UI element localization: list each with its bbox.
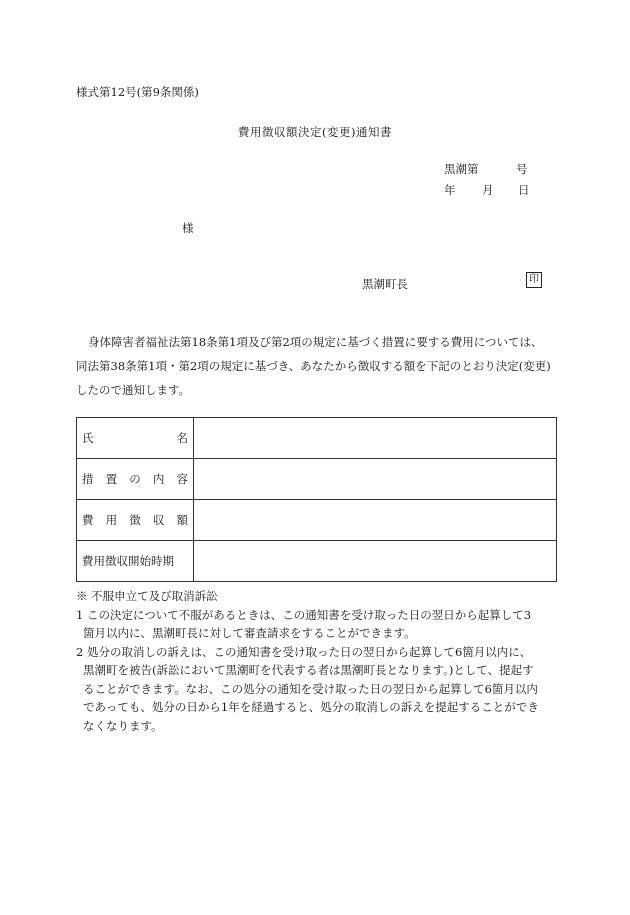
note-line: 黒潮町を被告(訴訟において黒潮町を代表する者は黒潮町長となります。)として、提起す bbox=[83, 663, 534, 677]
row-value-start bbox=[194, 541, 557, 582]
label-char: 置 bbox=[105, 472, 118, 486]
notes-heading: ※ 不服申立て及び取消訴訟 bbox=[76, 589, 218, 603]
label-char: の bbox=[129, 472, 141, 486]
note-line: 2 処分の取消しの訴えは、この通知書を受け取った日の翌日から起算して6箇月以内に、 bbox=[76, 644, 532, 659]
label-char: 収 bbox=[152, 513, 165, 527]
row-value-name bbox=[194, 418, 557, 459]
label-char: 名 bbox=[176, 431, 188, 445]
date-day: 日 bbox=[518, 183, 530, 197]
note-line: 1 この決定について不服があるときは、この通知書を受け取った日の翌日から起算して3 bbox=[76, 607, 532, 622]
table-row bbox=[77, 418, 557, 459]
label-char: 徴 bbox=[129, 513, 141, 527]
body-text bbox=[76, 330, 551, 402]
reference-suffix: 号 bbox=[516, 162, 528, 176]
label-char: 内 bbox=[152, 472, 165, 486]
body-line: 身体障害者福祉法第18条第1項及び第2項の規定に基づく措置に要する費用については、 bbox=[88, 335, 543, 349]
row-label-text bbox=[82, 512, 188, 528]
row-label-name bbox=[77, 418, 194, 459]
label-char: 費用徴収開始時期 bbox=[82, 554, 174, 568]
label-char: 費 bbox=[82, 513, 94, 527]
note-line: なくなります。 bbox=[83, 718, 163, 733]
reference-number bbox=[444, 161, 528, 177]
row-value-measure bbox=[194, 459, 557, 500]
date-month: 月 bbox=[482, 183, 494, 197]
label-char: 用 bbox=[105, 513, 118, 527]
row-label-text bbox=[82, 430, 188, 446]
notes bbox=[76, 587, 539, 735]
issue-date bbox=[444, 182, 530, 198]
row-label-start bbox=[77, 541, 194, 582]
date-year: 年 bbox=[444, 183, 456, 197]
table-row bbox=[77, 541, 557, 582]
label-char: 額 bbox=[176, 513, 188, 527]
table-row bbox=[77, 459, 557, 500]
info-table bbox=[76, 417, 557, 582]
label-char: 措 bbox=[82, 472, 94, 486]
note-line: 箇月以内に、黒潮町長に対して審査請求をすることができます。 bbox=[83, 626, 416, 640]
row-label-amount bbox=[77, 500, 194, 541]
row-label-text bbox=[82, 471, 188, 487]
body-line: 同法第38条第1項・第2項の規定に基づき、あなたから徴収する額を下記のとおり決定(変更) bbox=[76, 359, 551, 373]
row-value-amount bbox=[194, 500, 557, 541]
row-label-measure bbox=[77, 459, 194, 500]
reference-prefix: 黒潮第 bbox=[444, 162, 479, 176]
label-char: 容 bbox=[176, 472, 188, 486]
note-line: であっても、処分の日から1年を経過すると、処分の取消しの訴えを提起することができ bbox=[83, 700, 539, 714]
document-title: 費用徴収額決定(変更)通知書 bbox=[238, 125, 392, 139]
body-line: したので通知します。 bbox=[76, 383, 191, 397]
label-char: 氏 bbox=[82, 431, 94, 445]
form-number: 様式第12号(第9条関係) bbox=[76, 85, 199, 99]
note-line: ることができます。なお、この処分の通知を受け取った日の翌日から起算して6箇月以内 bbox=[83, 681, 538, 696]
addressee: 様 bbox=[182, 221, 194, 235]
table-row bbox=[77, 500, 557, 541]
seal-mark: 印 bbox=[526, 272, 542, 288]
issuer-name: 黒潮町長 bbox=[362, 277, 408, 291]
